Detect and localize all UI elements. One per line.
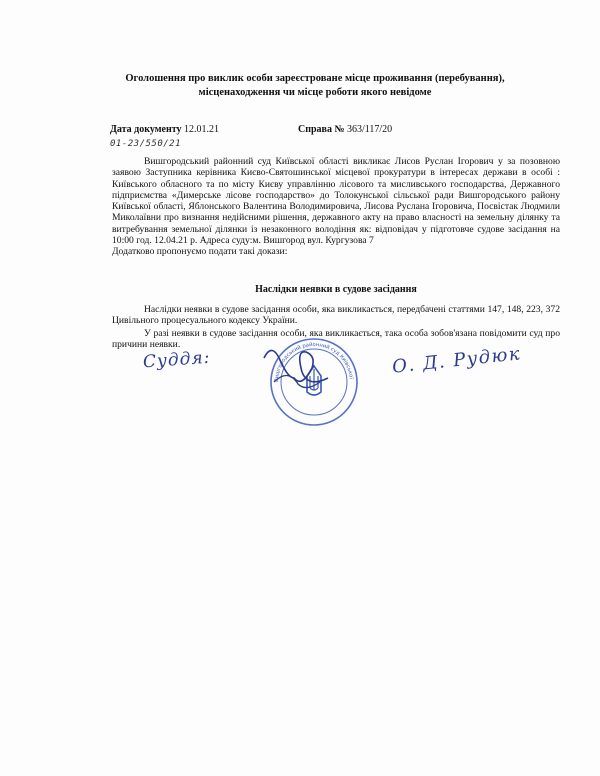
consequences-heading: Наслідки неявки в судове засідання <box>255 284 417 295</box>
case-number <box>298 124 392 135</box>
seal-text: Вишгородський районний суд Київської <box>273 341 354 383</box>
case-value: 363/117/20 <box>347 124 393 135</box>
title-line-1: Оголошення про виклик особи зареєстроване місце проживання (перебування), <box>125 73 505 84</box>
document-date <box>110 124 219 135</box>
signature-scribble-icon <box>258 338 338 394</box>
judge-signature-name: О. Д. Рудюк <box>391 343 523 378</box>
date-value: 12.01.21 <box>184 124 219 135</box>
summons-paragraph: Вишгородський районний суд Київської області викликає Лисов Руслан Ігорович у за позовною заявою Заступника керівника Києво-Святошинської місцевої прокуратури в інтересах держави в особі : Київського обласного та по місту Києву управлінню лісового та мисливського господарства, Державного підприємства «Димерське лісове господарство» до Толокунської сільської ради Вишгородського району Київської області, Яблонського Валентина Володимировича, Лисова Руслана Ігоровича, Посвістак Людмили Миколаївни про визнання недійсними рішення, державного акту на право власності на земельну ділянку та витребування земельної ділянки із незаконного володіння як: відповідач у підготовче судове засідання на 10:00 год. 12.04.21 р. Адреса суду:м. Вишгород вул. Кургузова 7 <box>112 156 560 247</box>
judge-signature-label: Суддя: <box>142 347 212 373</box>
summons-body <box>112 156 560 258</box>
date-label: Дата документу <box>110 124 182 135</box>
additional-evidence-line: Додатково пропонуємо подати такі докази: <box>112 246 288 258</box>
document-title <box>115 72 515 100</box>
handwritten-reference-number: 01-23/550/21 <box>110 139 182 149</box>
consequence-paragraph-1: Наслідки неявки в судове засідання особи, яка викликається, передбачені статтями 147, 148, 223, 372 Цивільного процесуального кодексу України. <box>112 304 560 327</box>
consequence-paragraph-2: У разі неявки в судове засідання особи, яка викликається, така особа зобов'язана повідомити суд про причини неявки. <box>112 327 560 350</box>
title-line-2: місценаходження чи місце роботи якого невідоме <box>198 87 432 98</box>
case-label: Справа № <box>298 124 345 135</box>
